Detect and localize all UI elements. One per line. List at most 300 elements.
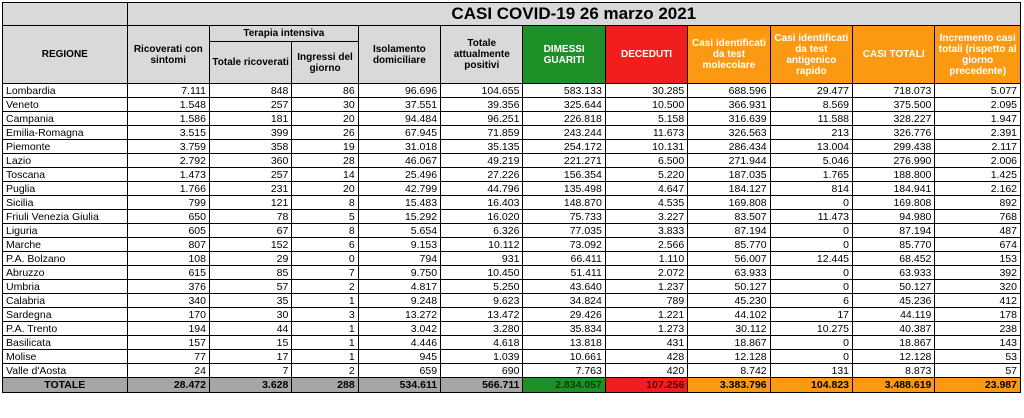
cell-incremento: 2.391 — [935, 126, 1021, 140]
cell-dimessi: 226.818 — [523, 112, 605, 126]
cell-ingressi: 1 — [292, 322, 358, 336]
cell-antigenico: 0 — [770, 280, 852, 294]
cell-antigenico: 0 — [770, 336, 852, 350]
cell-dimessi: 2.834.057 — [523, 378, 605, 393]
header-isolamento: Isolamento domiciliare — [358, 26, 440, 84]
header-terapia-intensiva: Terapia intensiva — [209, 26, 358, 42]
cell-isolamento: 67.945 — [358, 126, 440, 140]
cell-positivi: 44.796 — [441, 182, 523, 196]
cell-regione: Lazio — [3, 154, 128, 168]
cell-ricoverati: 799 — [127, 196, 209, 210]
cell-ingressi: 6 — [292, 238, 358, 252]
cell-isolamento: 3.042 — [358, 322, 440, 336]
cell-deceduti: 1.110 — [605, 252, 687, 266]
cell-totale-ricoverati: 35 — [209, 294, 291, 308]
table-row — [3, 112, 1021, 126]
cell-dimessi: 35.834 — [523, 322, 605, 336]
cell-regione: Marche — [3, 238, 128, 252]
cell-deceduti: 4.535 — [605, 196, 687, 210]
cell-totale-ricoverati: 360 — [209, 154, 291, 168]
cell-ingressi: 1 — [292, 336, 358, 350]
cell-antigenico: 0 — [770, 238, 852, 252]
cell-ricoverati: 615 — [127, 266, 209, 280]
cell-totale-ricoverati: 3.628 — [209, 378, 291, 393]
cell-casi-totali: 375.500 — [853, 98, 935, 112]
cell-totale-ricoverati: 29 — [209, 252, 291, 266]
cell-isolamento: 534.611 — [358, 378, 440, 393]
cell-ingressi: 28 — [292, 154, 358, 168]
cell-incremento: 1.425 — [935, 168, 1021, 182]
cell-ingressi: 5 — [292, 210, 358, 224]
table-row — [3, 210, 1021, 224]
cell-regione: Sicilia — [3, 196, 128, 210]
header-ingressi: Ingressi del giorno — [292, 42, 358, 84]
table-row — [3, 294, 1021, 308]
cell-totale-ricoverati: 358 — [209, 140, 291, 154]
cell-antigenico: 0 — [770, 266, 852, 280]
header-ricoverati: Ricoverati con sintomi — [127, 26, 209, 84]
cell-regione: Friuli Venezia Giulia — [3, 210, 128, 224]
cell-molecolare: 30.112 — [688, 322, 770, 336]
table-row — [3, 126, 1021, 140]
cell-ingressi: 19 — [292, 140, 358, 154]
cell-ricoverati: 807 — [127, 238, 209, 252]
cell-regione: Campania — [3, 112, 128, 126]
cell-antigenico: 0 — [770, 224, 852, 238]
cell-isolamento: 25.496 — [358, 168, 440, 182]
cell-antigenico: 6 — [770, 294, 852, 308]
total-row — [3, 378, 1021, 393]
table-row — [3, 182, 1021, 196]
cell-isolamento: 96.696 — [358, 84, 440, 98]
cell-molecolare: 688.596 — [688, 84, 770, 98]
cell-molecolare: 63.933 — [688, 266, 770, 280]
cell-antigenico: 13.004 — [770, 140, 852, 154]
cell-molecolare: 18.867 — [688, 336, 770, 350]
cell-regione: Umbria — [3, 280, 128, 294]
cell-dimessi: 583.133 — [523, 84, 605, 98]
cell-ricoverati: 3.759 — [127, 140, 209, 154]
cell-dimessi: 221.271 — [523, 154, 605, 168]
cell-incremento: 2.117 — [935, 140, 1021, 154]
cell-dimessi: 148.870 — [523, 196, 605, 210]
cell-molecolare: 169.808 — [688, 196, 770, 210]
cell-incremento: 1.947 — [935, 112, 1021, 126]
cell-isolamento: 31.018 — [358, 140, 440, 154]
cell-molecolare: 56.007 — [688, 252, 770, 266]
cell-dimessi: 243.244 — [523, 126, 605, 140]
cell-casi-totali: 328.227 — [853, 112, 935, 126]
cell-isolamento: 9.248 — [358, 294, 440, 308]
cell-ingressi: 3 — [292, 308, 358, 322]
cell-ricoverati: 7.111 — [127, 84, 209, 98]
cell-dimessi: 77.035 — [523, 224, 605, 238]
cell-isolamento: 15.292 — [358, 210, 440, 224]
cell-regione: Sardegna — [3, 308, 128, 322]
cell-casi-totali: 299.438 — [853, 140, 935, 154]
cell-ingressi: 2 — [292, 280, 358, 294]
cell-antigenico: 104.823 — [770, 378, 852, 393]
cell-antigenico: 0 — [770, 350, 852, 364]
cell-isolamento: 4.446 — [358, 336, 440, 350]
cell-ricoverati: 650 — [127, 210, 209, 224]
cell-totale-ricoverati: 30 — [209, 308, 291, 322]
cell-incremento: 178 — [935, 308, 1021, 322]
cell-ricoverati: 77 — [127, 350, 209, 364]
cell-antigenico: 1.765 — [770, 168, 852, 182]
cell-ricoverati: 157 — [127, 336, 209, 350]
cell-ricoverati: 1.548 — [127, 98, 209, 112]
cell-deceduti: 5.220 — [605, 168, 687, 182]
header-casi-totali: CASI TOTALI — [853, 26, 935, 84]
cell-antigenico: 11.473 — [770, 210, 852, 224]
cell-totale-ricoverati: 181 — [209, 112, 291, 126]
cell-regione: Emilia-Romagna — [3, 126, 128, 140]
header-dimessi: DIMESSI GUARITI — [523, 26, 605, 84]
cell-molecolare: 12.128 — [688, 350, 770, 364]
cell-totale-ricoverati: 257 — [209, 168, 291, 182]
cell-dimessi: 51.411 — [523, 266, 605, 280]
cell-isolamento: 9.153 — [358, 238, 440, 252]
cell-ingressi: 1 — [292, 350, 358, 364]
cell-ingressi: 1 — [292, 294, 358, 308]
cell-molecolare: 3.383.796 — [688, 378, 770, 393]
cell-molecolare: 83.507 — [688, 210, 770, 224]
cell-totale-ricoverati: 399 — [209, 126, 291, 140]
cell-ricoverati: 194 — [127, 322, 209, 336]
header-totale-ricoverati: Totale ricoverati — [209, 42, 291, 84]
cell-isolamento: 9.750 — [358, 266, 440, 280]
cell-molecolare: 184.127 — [688, 182, 770, 196]
cell-antigenico: 10.275 — [770, 322, 852, 336]
cell-deceduti: 420 — [605, 364, 687, 378]
cell-molecolare: 187.035 — [688, 168, 770, 182]
cell-dimessi: 156.354 — [523, 168, 605, 182]
cell-totale-ricoverati: 152 — [209, 238, 291, 252]
cell-positivi: 1.039 — [441, 350, 523, 364]
header-molecolare: Casi identificati da test molecolare — [688, 26, 770, 84]
cell-positivi: 4.618 — [441, 336, 523, 350]
cell-deceduti: 2.566 — [605, 238, 687, 252]
cell-deceduti: 431 — [605, 336, 687, 350]
table-row — [3, 350, 1021, 364]
cell-ricoverati: 376 — [127, 280, 209, 294]
cell-ricoverati: 108 — [127, 252, 209, 266]
table-row — [3, 168, 1021, 182]
cell-totale-ricoverati: 57 — [209, 280, 291, 294]
table-row — [3, 336, 1021, 350]
cell-regione: Liguria — [3, 224, 128, 238]
cell-casi-totali: 3.488.619 — [853, 378, 935, 393]
cell-isolamento: 5.654 — [358, 224, 440, 238]
cell-ingressi: 0 — [292, 252, 358, 266]
cell-molecolare: 366.931 — [688, 98, 770, 112]
cell-positivi: 49.219 — [441, 154, 523, 168]
cell-ingressi: 20 — [292, 112, 358, 126]
cell-positivi: 10.450 — [441, 266, 523, 280]
cell-ingressi: 288 — [292, 378, 358, 393]
cell-incremento: 674 — [935, 238, 1021, 252]
cell-incremento: 23.987 — [935, 378, 1021, 393]
cell-ingressi: 86 — [292, 84, 358, 98]
cell-totale-ricoverati: 78 — [209, 210, 291, 224]
cell-ingressi: 20 — [292, 182, 358, 196]
cell-regione: Puglia — [3, 182, 128, 196]
cell-molecolare: 286.434 — [688, 140, 770, 154]
table-row — [3, 98, 1021, 112]
cell-regione: Valle d'Aosta — [3, 364, 128, 378]
cell-dimessi: 43.640 — [523, 280, 605, 294]
table-row — [3, 308, 1021, 322]
cell-positivi: 13.472 — [441, 308, 523, 322]
table-row — [3, 140, 1021, 154]
cell-positivi: 27.226 — [441, 168, 523, 182]
table-row — [3, 364, 1021, 378]
cell-casi-totali: 188.800 — [853, 168, 935, 182]
cell-positivi: 16.403 — [441, 196, 523, 210]
cell-molecolare: 45.230 — [688, 294, 770, 308]
cell-casi-totali: 12.128 — [853, 350, 935, 364]
cell-casi-totali: 169.808 — [853, 196, 935, 210]
cell-positivi: 16.020 — [441, 210, 523, 224]
cell-deceduti: 30.285 — [605, 84, 687, 98]
cell-antigenico: 213 — [770, 126, 852, 140]
table-title: CASI COVID-19 26 marzo 2021 — [127, 3, 1020, 26]
cell-ricoverati: 170 — [127, 308, 209, 322]
cell-totale-ricoverati: 85 — [209, 266, 291, 280]
cell-isolamento: 46.067 — [358, 154, 440, 168]
cell-isolamento: 945 — [358, 350, 440, 364]
header-regione: REGIONE — [3, 26, 128, 84]
cell-molecolare: 44.102 — [688, 308, 770, 322]
cell-isolamento: 37.551 — [358, 98, 440, 112]
cell-deceduti: 428 — [605, 350, 687, 364]
table-row — [3, 238, 1021, 252]
cell-ricoverati: 28.472 — [127, 378, 209, 393]
cell-casi-totali: 44.119 — [853, 308, 935, 322]
header-incremento: Incremento casi totali (rispetto al giorno precedente) — [935, 26, 1021, 84]
cell-incremento: 2.006 — [935, 154, 1021, 168]
cell-deceduti: 789 — [605, 294, 687, 308]
cell-casi-totali: 718.073 — [853, 84, 935, 98]
cell-ricoverati: 605 — [127, 224, 209, 238]
cell-positivi: 5.250 — [441, 280, 523, 294]
cell-totale-ricoverati: 15 — [209, 336, 291, 350]
cell-incremento: 2.095 — [935, 98, 1021, 112]
cell-dimessi: 13.818 — [523, 336, 605, 350]
cell-dimessi: 73.092 — [523, 238, 605, 252]
cell-deceduti: 11.673 — [605, 126, 687, 140]
cell-totale-ricoverati: 121 — [209, 196, 291, 210]
covid-cases-table — [2, 2, 1021, 393]
cell-casi-totali: 326.776 — [853, 126, 935, 140]
cell-dimessi: 10.661 — [523, 350, 605, 364]
cell-antigenico: 814 — [770, 182, 852, 196]
cell-dimessi: 325.644 — [523, 98, 605, 112]
cell-regione: Abruzzo — [3, 266, 128, 280]
cell-ricoverati: 2.792 — [127, 154, 209, 168]
cell-casi-totali: 276.990 — [853, 154, 935, 168]
cell-totale-ricoverati: 7 — [209, 364, 291, 378]
cell-totale-ricoverati: 848 — [209, 84, 291, 98]
cell-deceduti: 2.072 — [605, 266, 687, 280]
cell-regione: Toscana — [3, 168, 128, 182]
cell-casi-totali: 94.980 — [853, 210, 935, 224]
cell-casi-totali: 18.867 — [853, 336, 935, 350]
cell-molecolare: 271.944 — [688, 154, 770, 168]
cell-antigenico: 11.588 — [770, 112, 852, 126]
cell-regione: Lombardia — [3, 84, 128, 98]
cell-regione: Molise — [3, 350, 128, 364]
cell-positivi: 6.326 — [441, 224, 523, 238]
cell-regione: Piemonte — [3, 140, 128, 154]
cell-positivi: 690 — [441, 364, 523, 378]
cell-deceduti: 1.273 — [605, 322, 687, 336]
cell-isolamento: 13.272 — [358, 308, 440, 322]
cell-ingressi: 30 — [292, 98, 358, 112]
cell-positivi: 10.112 — [441, 238, 523, 252]
cell-deceduti: 3.833 — [605, 224, 687, 238]
cell-incremento: 53 — [935, 350, 1021, 364]
cell-totale-ricoverati: 67 — [209, 224, 291, 238]
cell-incremento: 392 — [935, 266, 1021, 280]
cell-dimessi: 34.824 — [523, 294, 605, 308]
cell-molecolare: 50.127 — [688, 280, 770, 294]
cell-incremento: 57 — [935, 364, 1021, 378]
table-body — [3, 84, 1021, 393]
cell-ingressi: 8 — [292, 196, 358, 210]
cell-molecolare: 87.194 — [688, 224, 770, 238]
cell-ingressi: 7 — [292, 266, 358, 280]
corner-cell — [3, 3, 128, 26]
cell-molecolare: 85.770 — [688, 238, 770, 252]
cell-regione: Veneto — [3, 98, 128, 112]
cell-ingressi: 2 — [292, 364, 358, 378]
cell-incremento: 143 — [935, 336, 1021, 350]
cell-isolamento: 4.817 — [358, 280, 440, 294]
cell-antigenico: 0 — [770, 196, 852, 210]
cell-casi-totali: 68.452 — [853, 252, 935, 266]
cell-positivi: 71.859 — [441, 126, 523, 140]
cell-deceduti: 1.221 — [605, 308, 687, 322]
cell-casi-totali: 40.387 — [853, 322, 935, 336]
cell-incremento: 768 — [935, 210, 1021, 224]
cell-antigenico: 29.477 — [770, 84, 852, 98]
cell-casi-totali: 45.236 — [853, 294, 935, 308]
cell-antigenico: 17 — [770, 308, 852, 322]
cell-positivi: 3.280 — [441, 322, 523, 336]
cell-positivi: 9.623 — [441, 294, 523, 308]
cell-totale-ricoverati: 44 — [209, 322, 291, 336]
cell-isolamento: 659 — [358, 364, 440, 378]
cell-molecolare: 326.563 — [688, 126, 770, 140]
cell-regione: P.A. Trento — [3, 322, 128, 336]
cell-incremento: 238 — [935, 322, 1021, 336]
cell-isolamento: 94.484 — [358, 112, 440, 126]
cell-incremento: 892 — [935, 196, 1021, 210]
cell-positivi: 104.655 — [441, 84, 523, 98]
cell-incremento: 2.162 — [935, 182, 1021, 196]
cell-ingressi: 8 — [292, 224, 358, 238]
table-row — [3, 252, 1021, 266]
cell-incremento: 412 — [935, 294, 1021, 308]
cell-dimessi: 66.411 — [523, 252, 605, 266]
cell-positivi: 931 — [441, 252, 523, 266]
cell-regione: P.A. Bolzano — [3, 252, 128, 266]
header-positivi: Totale attualmente positivi — [441, 26, 523, 84]
cell-dimessi: 254.172 — [523, 140, 605, 154]
table-row — [3, 196, 1021, 210]
cell-ricoverati: 1.473 — [127, 168, 209, 182]
cell-positivi: 39.356 — [441, 98, 523, 112]
cell-totale-ricoverati: 17 — [209, 350, 291, 364]
cell-regione: Calabria — [3, 294, 128, 308]
cell-positivi: 35.135 — [441, 140, 523, 154]
cell-regione: Basilicata — [3, 336, 128, 350]
cell-totale-ricoverati: 257 — [209, 98, 291, 112]
header-deceduti: DECEDUTI — [605, 26, 687, 84]
cell-antigenico: 12.445 — [770, 252, 852, 266]
cell-deceduti: 107.256 — [605, 378, 687, 393]
cell-dimessi: 7.763 — [523, 364, 605, 378]
cell-casi-totali: 8.873 — [853, 364, 935, 378]
cell-casi-totali: 63.933 — [853, 266, 935, 280]
cell-ricoverati: 3.515 — [127, 126, 209, 140]
cell-dimessi: 75.733 — [523, 210, 605, 224]
table-row — [3, 322, 1021, 336]
cell-ricoverati: 1.766 — [127, 182, 209, 196]
cell-totale-ricoverati: 231 — [209, 182, 291, 196]
cell-incremento: 487 — [935, 224, 1021, 238]
table-row — [3, 280, 1021, 294]
cell-casi-totali: 50.127 — [853, 280, 935, 294]
cell-antigenico: 8.569 — [770, 98, 852, 112]
cell-dimessi: 135.498 — [523, 182, 605, 196]
header-antigenico: Casi identificati da test antigenico rapido — [770, 26, 852, 84]
cell-casi-totali: 87.194 — [853, 224, 935, 238]
cell-deceduti: 4.647 — [605, 182, 687, 196]
table-row — [3, 224, 1021, 238]
cell-molecolare: 8.742 — [688, 364, 770, 378]
table-row — [3, 84, 1021, 98]
cell-ricoverati: 1.586 — [127, 112, 209, 126]
cell-casi-totali: 184.941 — [853, 182, 935, 196]
table-row — [3, 266, 1021, 280]
cell-deceduti: 10.131 — [605, 140, 687, 154]
cell-positivi: 566.711 — [441, 378, 523, 393]
cell-antigenico: 5.046 — [770, 154, 852, 168]
cell-ingressi: 26 — [292, 126, 358, 140]
cell-ricoverati: 340 — [127, 294, 209, 308]
cell-incremento: 153 — [935, 252, 1021, 266]
cell-deceduti: 1.237 — [605, 280, 687, 294]
cell-isolamento: 15.483 — [358, 196, 440, 210]
table-row — [3, 154, 1021, 168]
cell-regione: TOTALE — [3, 378, 128, 393]
cell-incremento: 5.077 — [935, 84, 1021, 98]
cell-deceduti: 3.227 — [605, 210, 687, 224]
cell-ricoverati: 24 — [127, 364, 209, 378]
cell-deceduti: 10.500 — [605, 98, 687, 112]
cell-molecolare: 316.639 — [688, 112, 770, 126]
cell-deceduti: 6.500 — [605, 154, 687, 168]
cell-antigenico: 131 — [770, 364, 852, 378]
cell-positivi: 96.251 — [441, 112, 523, 126]
cell-isolamento: 794 — [358, 252, 440, 266]
cell-casi-totali: 85.770 — [853, 238, 935, 252]
cell-incremento: 320 — [935, 280, 1021, 294]
cell-dimessi: 29.426 — [523, 308, 605, 322]
